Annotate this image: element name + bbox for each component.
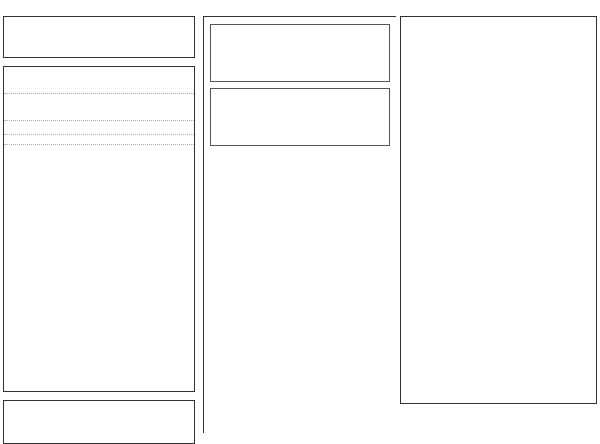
evening-service-box xyxy=(3,400,195,444)
sermon-title xyxy=(4,135,194,145)
column-sunday-worship xyxy=(3,0,195,444)
col1-header xyxy=(3,0,195,16)
scripture-row xyxy=(4,94,194,121)
sermon-row xyxy=(4,121,194,135)
col3-header xyxy=(400,0,597,16)
column-offerings xyxy=(400,0,597,404)
sunday-service-box xyxy=(3,16,195,58)
wednesday-service xyxy=(210,24,390,82)
weekday-box xyxy=(203,16,396,433)
standing-notice xyxy=(3,58,195,66)
column-weekday-worship xyxy=(203,0,396,433)
offerings-box xyxy=(400,16,597,404)
col2-header xyxy=(203,0,396,16)
prayer-row xyxy=(4,67,194,94)
order-of-worship xyxy=(3,66,195,392)
friday-prayer-meeting xyxy=(210,88,390,146)
